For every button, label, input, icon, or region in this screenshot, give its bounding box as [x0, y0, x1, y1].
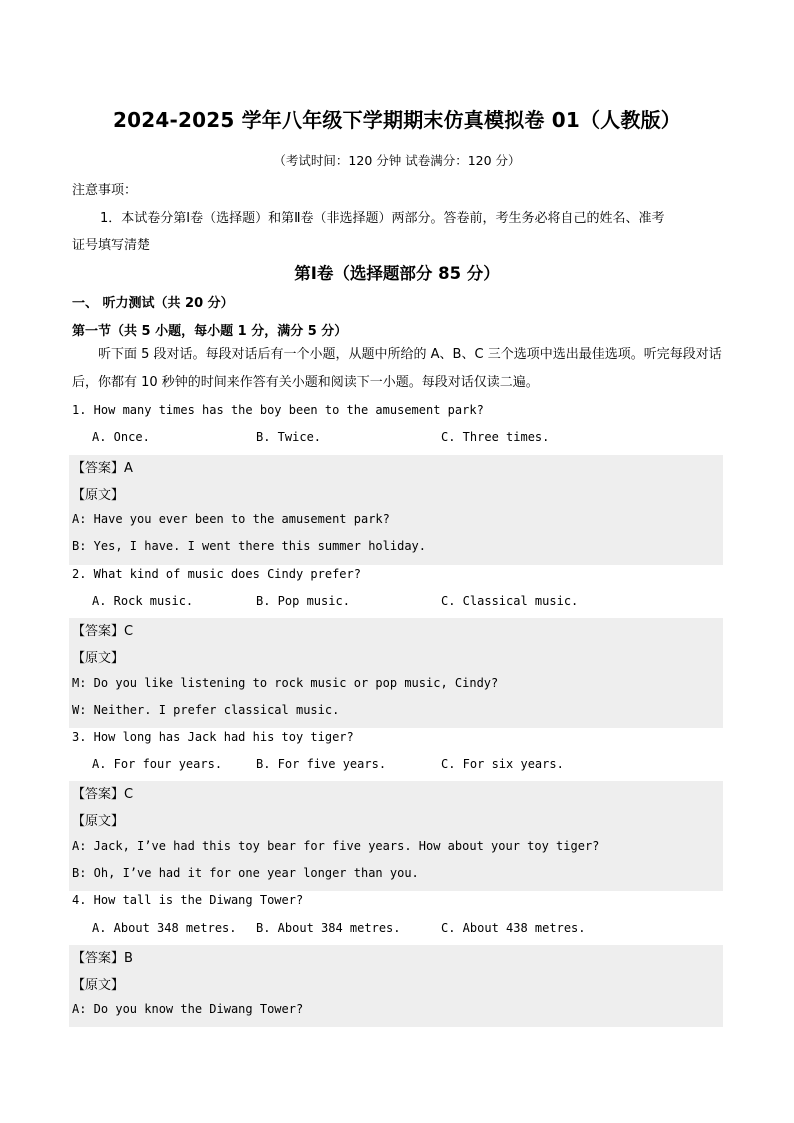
transcript-label: 【原文】 [72, 651, 125, 666]
notice-item-1-continued: 证号填写清楚 [72, 238, 151, 253]
option-a: A. Once. [92, 430, 150, 444]
transcript-label: 【原文】 [72, 978, 125, 993]
option-c: C. Three times. [441, 430, 550, 444]
transcript-line: A: Have you ever been to the amusement park? [72, 512, 390, 526]
transcript-line: A: Jack, I’ve had this toy bear for five years. How about your toy tiger? [72, 839, 600, 853]
option-b: B. Twice. [256, 430, 322, 444]
question-stem: 1. How many times has the boy been to the amusement park? [72, 403, 484, 417]
transcript-line: B: Yes, I have. I went there this summer holiday. [72, 539, 427, 553]
subsection-title: 第一节（共 5 小题，每小题 1 分，满分 5 分） [72, 324, 348, 339]
question-stem: 4. How tall is the Diwang Tower? [72, 893, 304, 907]
answer-label: 【答案】C [72, 624, 134, 639]
option-c: C. About 438 metres. [441, 921, 586, 935]
answer-label: 【答案】A [72, 461, 133, 476]
question-stem: 2. What kind of music does Cindy prefer? [72, 567, 361, 581]
part-title: 一、 听力测试（共 20 分） [72, 296, 234, 311]
exam-time-info: （考试时间：120 分钟 试卷满分：120 分） [273, 153, 521, 168]
transcript-line: B: Oh, I’ve had it for one year longer than you. [72, 866, 419, 880]
option-a: A. Rock music. [92, 594, 194, 608]
answer-label: 【答案】C [72, 787, 134, 802]
transcript-line: A: Do you know the Diwang Tower? [72, 1002, 304, 1016]
transcript-line: W: Neither. I prefer classical music. [72, 703, 340, 717]
transcript-label: 【原文】 [72, 488, 125, 503]
section-title: 第Ⅰ卷（选择题部分 85 分） [294, 264, 500, 283]
transcript-line: M: Do you like listening to rock music or pop music, Cindy? [72, 676, 499, 690]
option-a: A. For four years. [92, 757, 223, 771]
option-a: A. About 348 metres. [92, 921, 237, 935]
option-c: C. Classical music. [441, 594, 579, 608]
answer-label: 【答案】B [72, 951, 133, 966]
question-stem: 3. How long has Jack had his toy tiger? [72, 730, 354, 744]
option-b: B. For five years. [256, 757, 387, 771]
option-b: B. About 384 metres. [256, 921, 401, 935]
option-c: C. For six years. [441, 757, 564, 771]
transcript-label: 【原文】 [72, 814, 125, 829]
notice-heading: 注意事项： [72, 183, 138, 198]
notice-item-1: 1．本试卷分第Ⅰ卷（选择题）和第Ⅱ卷（非选择题）两部分。答卷前，考生务必将自己的姓名、准考 [100, 211, 665, 226]
option-b: B. Pop music. [256, 594, 350, 608]
exam-title: 2024-2025 学年八年级下学期期末仿真模拟卷 01（人教版） [113, 108, 681, 132]
listening-instructions: 听下面 5 段对话。每段对话后有一个小题，从题中所给的 A、B、C 三个选项中选出最佳选项。听完每段对话后，你都有 10 秒钟的时间来作答有关小题和阅读下一小题。每段对话仅读二遍。 [72, 347, 722, 390]
